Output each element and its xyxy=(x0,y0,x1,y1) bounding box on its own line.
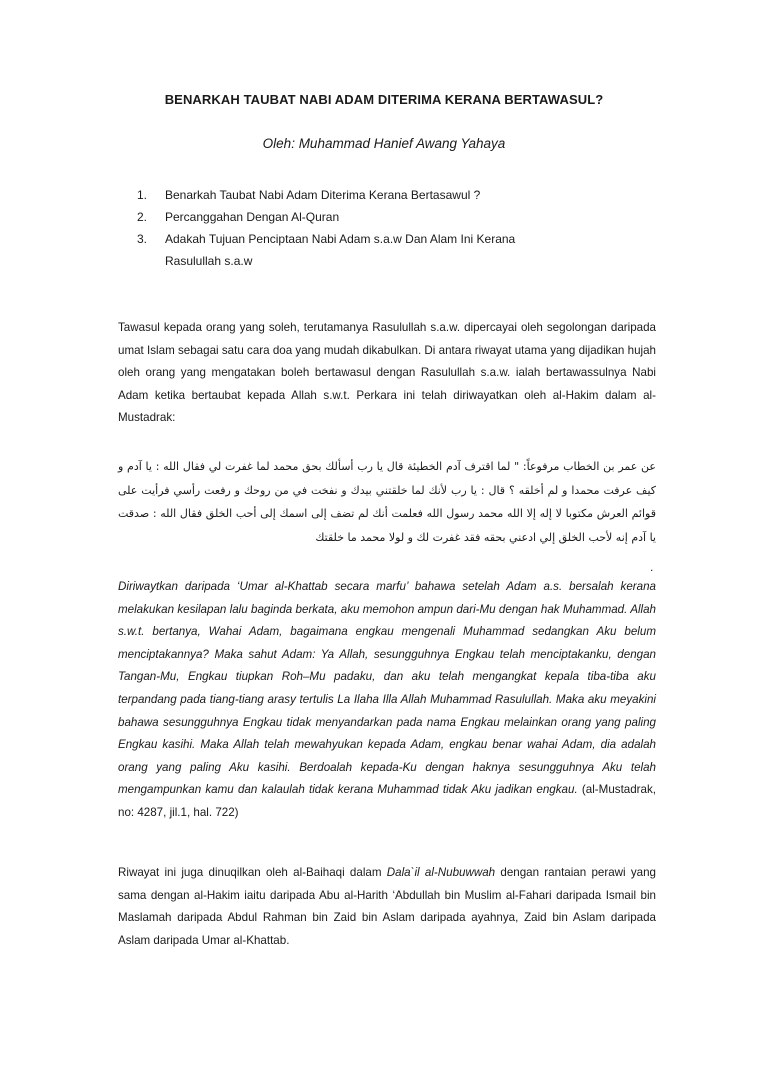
translation-paragraph xyxy=(118,576,656,825)
toc-text: Percanggahan Dengan Al-Quran xyxy=(165,210,340,224)
toc-number: 1. xyxy=(137,188,148,202)
narration-text-start: Riwayat ini juga dinuqilkan oleh al-Baihaqi dalam xyxy=(118,866,387,879)
toc-number: 2. xyxy=(137,210,148,224)
toc-item xyxy=(137,184,697,206)
translation-text: Diriwaytkan daripada ‘Umar al-Khattab secara marfu’ bahawa setelah Adam a.s. bersalah kerana melakukan kesilapan lalu baginda berkata, aku memohon ampun dari-Mu dengan hak Muhammad. Allah s.w.t. bertanya, Wahai Adam, bagaimana engkau mengenali Muhammad sedangkan Aku belum menciptakannya? Maka sahut Adam: Ya Allah, sesungguhnya Engkau telah menciptakanku, dengan Tangan-Mu, Engkau tiupkan Roh–Mu padaku, dan aku telah mengangkat kepala tiba-tiba aku terpandang pada tiang-tiang arasy tertulis La Ilaha Illa Allah Muhammad Rasulullah. Maka aku meyakini bahawa sesungguhnya Engkau tidak menyandarkan pada nama Engkau melainkan orang yang paling Engkau kasihi. Maka Allah telah mewahyukan kepada Adam, engkau benar wahai Adam, dia adalah orang yang paling Aku kasihi. Berdoalah kepada-Ku dengan haknya sesungguhnya Aku telah mengampunkan kamu dan kalaulah tidak kerana Muhammad tidak Aku jadikan engkau. xyxy=(118,580,656,797)
document-title: BENARKAH TAUBAT NABI ADAM DITERIMA KERANA BERTAWASUL? xyxy=(164,92,604,107)
arabic-end-mark: . xyxy=(650,560,654,574)
translation-reference: (al-Mustadrak, no: 4287, jil.1, hal. 722) xyxy=(118,783,657,819)
author-line: Oleh: Muhammad Hanief Awang Yahaya xyxy=(262,136,506,151)
toc-text: Benarkah Taubat Nabi Adam Diterima Kerana Bertasawul ? xyxy=(165,188,481,202)
narration-text-end: dengan rantaian perawi yang sama dengan al-Hakim iaitu daripada Abu al-Harith ‘Abdullah bin Muslim al-Fahari daripada Ismail bin Maslamah daripada Abdul Rahman bin Zaid bin Aslam daripada ayahnya, Zaid bin Aslam daripada Aslam daripada Umar al-Khattab. xyxy=(118,866,656,947)
arabic-hadith-text: عن عمر بن الخطاب مرفوعاً: " لما اقترف آدم الخطيئة قال يا رب أسألك بحق محمد لما غفرت لي فقال الله : يا آدم و كيف عرفت محمدا و لم أخلقه ؟ قال : يا رب لأنك لما خلقتني بيدك و نفخت في من روحك و رفعت رأسي فرأيت على قوائم العرش مكتوبا لا إله إلا الله محمد رسول الله فعلمت أنك لم تضف إلى اسمك إلى أحب الخلق فقال الله : صدقت يا آدم إنه لأحب الخلق إلي ادعني بحقه فقد غفرت لك و لولا محمد ما خلقتك xyxy=(118,460,656,544)
intro-paragraph: Tawasul kepada orang yang soleh, terutamanya Rasulullah s.a.w. dipercayai oleh segolongan daripada umat Islam sebagai satu cara doa yang mudah dikabulkan. Di antara riwayat utama yang dijadikan hujah oleh orang yang mengatakan boleh bertawasul dengan Rasulullah s.a.w. ialah bertawassulnya Nabi Adam ketika bertaubat kepada Allah s.w.t. Perkara ini telah diriwayatkan oleh al-Hakim dalam al-Mustadrak: xyxy=(118,321,656,425)
toc-number: 3. xyxy=(137,232,148,246)
toc-text: Adakah Tujuan Penciptaan Nabi Adam s.a.w Dan Alam Ini Kerana Rasulullah s.a.w xyxy=(165,232,516,268)
toc-item xyxy=(137,228,525,272)
table-of-contents xyxy=(137,184,697,272)
narration-paragraph xyxy=(118,862,656,952)
book-title: Dala`il al-Nubuwwah xyxy=(386,866,496,879)
toc-item xyxy=(137,206,697,228)
